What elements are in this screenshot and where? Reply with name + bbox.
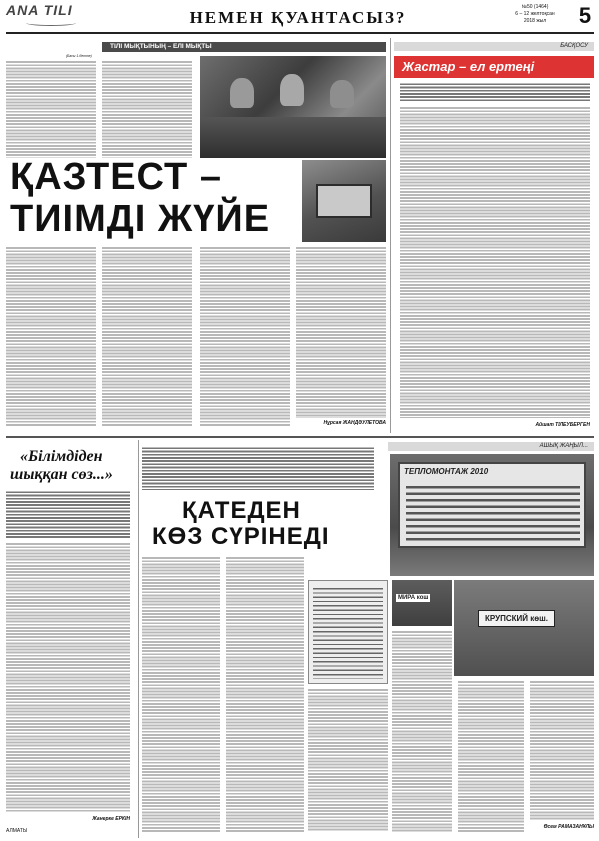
right-lead: [400, 82, 590, 102]
shop-sign-text: МИРА кош: [398, 595, 429, 601]
right-body: [400, 106, 590, 418]
group-photo: [200, 56, 386, 158]
left-author: Нұрсая ЖАНДӘУЛЕТОВА: [323, 420, 386, 426]
bottom-article: [142, 440, 594, 838]
big-title-line2: ТИІМДІ ЖҮЙЕ: [10, 198, 271, 240]
laptop-photo: [302, 160, 386, 242]
bc-col-6: [530, 680, 594, 820]
receipt-photo: [308, 580, 388, 684]
right-article: [394, 38, 594, 433]
body-col-1: [6, 246, 96, 426]
bl-lead: [6, 490, 130, 538]
bottom-left-article: [6, 440, 134, 838]
right-author: Айшат ТІЛЕУБЕРГЕН: [535, 422, 590, 428]
issue-year: 2018 жыл: [523, 18, 547, 24]
masthead: [0, 0, 599, 38]
body-col-4: [296, 246, 386, 418]
masthead-headline: НЕМЕН ҚУАНТАСЫЗ?: [189, 8, 407, 27]
intro-tag: (Басы 1-бетте): [66, 54, 92, 58]
right-title-block: [394, 56, 594, 78]
body-col-3: [200, 246, 290, 426]
bl-place: АЛМАТЫ: [6, 828, 28, 834]
shop-sign-photo: [392, 580, 452, 626]
bottom-lead: [142, 446, 374, 490]
bc-col-4: [392, 630, 452, 832]
bl-author: Жанерке ЕРКІН: [92, 816, 130, 822]
intro-col-1: [6, 60, 96, 158]
bl-title-line1: «Білімдіден: [20, 448, 103, 465]
bc-col-1: [142, 556, 220, 832]
issue-box: [500, 4, 570, 25]
issue-number: №50 (1464): [521, 4, 549, 10]
page-number: 5: [578, 3, 592, 28]
street-sign-photo: [454, 580, 594, 676]
bc-author: Өсем РАМАЗАНҰЛЫ: [543, 824, 594, 830]
logo-text: ANA TILI: [6, 2, 73, 18]
bl-title-line2: шыққан сөз...»: [10, 466, 113, 483]
bc-col-2: [226, 556, 304, 832]
bc-col-3: [308, 688, 388, 832]
bc-title-line2: КӨЗ СҮРІНЕДІ: [152, 523, 330, 550]
mid-rule: [6, 436, 594, 438]
masthead-rule: [6, 32, 594, 34]
street-sign-text: КРУПСКИЙ көш.: [478, 610, 555, 627]
logo: [6, 2, 98, 30]
right-section-banner: БАСҚОСУ: [394, 42, 594, 51]
right-title: Жастар – ел ертеңі: [402, 59, 535, 74]
body-col-2: [102, 246, 192, 426]
bottom-section-banner: АШЫҚ ЖАҢЫЛ...: [388, 442, 594, 451]
bc-col-5: [458, 680, 524, 832]
issue-dates: 6 – 12 желтоқсан: [515, 11, 555, 17]
intro-col-2: [102, 60, 192, 158]
left-section-banner: ТІЛІ МЫҚТЫНЫҢ – ЕЛІ МЫҚТЫ: [102, 42, 386, 52]
left-article: [6, 38, 386, 433]
bl-divider: [138, 440, 139, 838]
col-divider: [390, 38, 391, 433]
logo-swash: [26, 20, 76, 26]
bl-body: [6, 542, 130, 812]
billboard-text: ТЕПЛОМОНТАЖ 2010: [404, 467, 489, 476]
billboard-photo: [390, 454, 594, 576]
bc-title-line1: ҚАТЕДЕН: [182, 497, 301, 524]
big-title-line1: ҚАЗТЕСТ –: [10, 156, 222, 198]
